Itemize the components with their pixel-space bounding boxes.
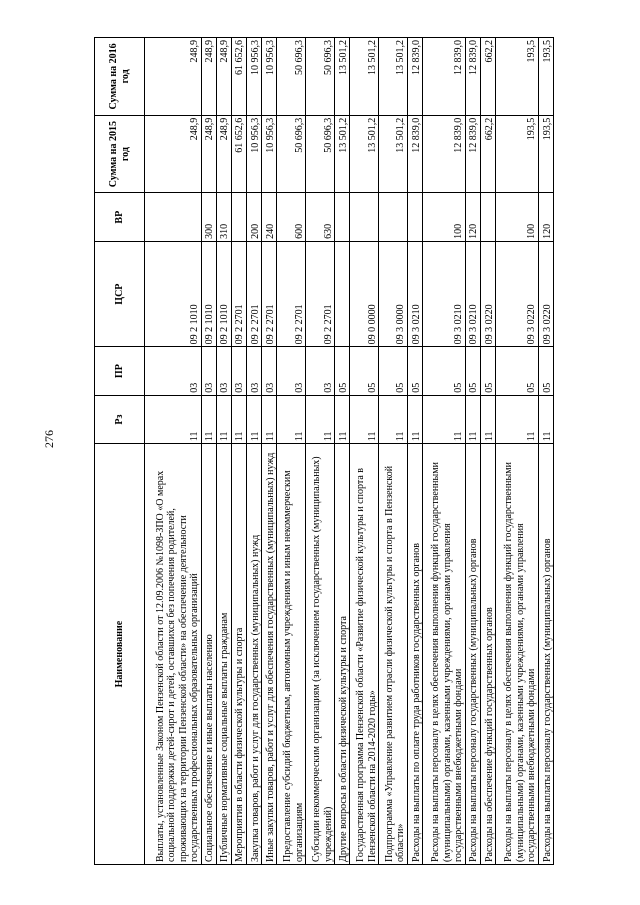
cell-pr: 05 (465, 347, 480, 395)
table-header-row (95, 38, 145, 865)
header-rz: Рз (95, 395, 145, 443)
cell-csr: 09 2 1010 (216, 241, 231, 347)
cell-csr: 09 3 0220 (538, 241, 553, 347)
cell-sum-2015: 248,9 (145, 115, 202, 193)
table-row (201, 38, 216, 865)
rotated-table-container (94, 37, 554, 865)
cell-rz: 11 (216, 395, 231, 443)
cell-sum-2016: 10 956,3 (246, 38, 261, 116)
cell-vr (480, 193, 495, 241)
cell-sum-2016: 12 839,0 (423, 38, 466, 116)
cell-rz: 11 (496, 395, 539, 443)
cell-csr: 09 3 0210 (423, 241, 466, 347)
table-row (480, 38, 495, 865)
cell-vr: 120 (465, 193, 480, 241)
cell-name: Подпрограмма «Управление развитием отрасли физической культуры и спорта в Пензенской области» (379, 444, 408, 865)
cell-rz: 11 (538, 395, 553, 443)
cell-vr (145, 193, 202, 241)
cell-sum-2016: 50 696,3 (277, 38, 306, 116)
cell-sum-2016: 10 956,3 (262, 38, 277, 116)
table-row (262, 38, 277, 865)
cell-rz: 11 (231, 395, 246, 443)
cell-sum-2015: 61 652,6 (231, 115, 246, 193)
table-row (216, 38, 231, 865)
cell-sum-2015: 13 501,2 (335, 115, 350, 193)
cell-sum-2015: 13 501,2 (350, 115, 379, 193)
cell-rz: 11 (379, 395, 408, 443)
cell-rz: 11 (201, 395, 216, 443)
cell-rz: 11 (335, 395, 350, 443)
budget-table (94, 37, 554, 865)
cell-sum-2015: 662,2 (480, 115, 495, 193)
cell-name: Расходы на выплаты персоналу в целях обеспечения выполнения функций государственными (муниципальными) органами, казенными учреждениями, органами управления государственными внебюджетными фондами (423, 444, 466, 865)
cell-sum-2016: 13 501,2 (379, 38, 408, 116)
cell-sum-2015: 193,5 (538, 115, 553, 193)
table-row (350, 38, 379, 865)
cell-pr: 03 (277, 347, 306, 395)
cell-pr: 03 (262, 347, 277, 395)
cell-name: Государственная программа Пензенской области «Развитие физической культуры и спорта в Пензенской области на 2014-2020 годы» (350, 444, 379, 865)
cell-pr: 03 (231, 347, 246, 395)
cell-name: Расходы на выплаты персоналу в целях обеспечения выполнения функций государственными (муниципальными) органами, казенными учреждениями, органами управления государственными внебюджетными фондами (496, 444, 539, 865)
cell-sum-2016: 50 696,3 (306, 38, 335, 116)
table-body (145, 38, 554, 865)
cell-name: Публичные нормативные социальные выплаты гражданам (216, 444, 231, 865)
cell-rz: 11 (262, 395, 277, 443)
cell-sum-2016: 248,9 (201, 38, 216, 116)
cell-sum-2015: 50 696,3 (277, 115, 306, 193)
cell-sum-2015: 10 956,3 (262, 115, 277, 193)
header-name: Наименование (95, 444, 145, 865)
page-number: 276 (42, 430, 56, 448)
cell-sum-2015: 248,9 (201, 115, 216, 193)
table-row (246, 38, 261, 865)
cell-csr: 09 3 0210 (465, 241, 480, 347)
cell-vr: 200 (246, 193, 261, 241)
header-sum-2015: Сумма на 2015 год (95, 115, 145, 193)
cell-pr: 05 (379, 347, 408, 395)
cell-pr: 05 (423, 347, 466, 395)
cell-pr: 05 (350, 347, 379, 395)
header-sum-2016: Сумма на 2016 год (95, 38, 145, 116)
cell-csr: 09 2 2701 (306, 241, 335, 347)
table-row (335, 38, 350, 865)
cell-sum-2015: 248,9 (216, 115, 231, 193)
cell-csr: 09 3 0220 (480, 241, 495, 347)
cell-pr: 05 (407, 347, 422, 395)
cell-name: Социальное обеспечение и иные выплаты населению (201, 444, 216, 865)
cell-vr: 630 (306, 193, 335, 241)
header-vr: ВР (95, 193, 145, 241)
cell-rz: 11 (277, 395, 306, 443)
cell-name: Расходы на выплаты по оплате труда работников государственных органов (407, 444, 422, 865)
cell-rz: 11 (465, 395, 480, 443)
cell-vr (407, 193, 422, 241)
cell-sum-2016: 13 501,2 (335, 38, 350, 116)
cell-pr: 05 (496, 347, 539, 395)
cell-vr: 100 (496, 193, 539, 241)
cell-csr: 09 3 0000 (379, 241, 408, 347)
table-row (496, 38, 539, 865)
cell-name: Иные закупки товаров, работ и услуг для обеспечения государственных (муниципальных) нужд (262, 444, 277, 865)
cell-vr: 300 (201, 193, 216, 241)
cell-sum-2015: 13 501,2 (379, 115, 408, 193)
cell-sum-2016: 248,9 (145, 38, 202, 116)
table-row (379, 38, 408, 865)
table-row (407, 38, 422, 865)
cell-rz: 11 (145, 395, 202, 443)
cell-sum-2016: 12 839,0 (465, 38, 480, 116)
table-row (277, 38, 306, 865)
cell-sum-2016: 13 501,2 (350, 38, 379, 116)
cell-name: Расходы на выплаты персоналу государственных (муниципальных) органов (465, 444, 480, 865)
cell-vr: 310 (216, 193, 231, 241)
cell-sum-2015: 12 839,0 (465, 115, 480, 193)
cell-name: Выплаты, установленные Законом Пензенской области от 12.09.2006 №1098-ЗПО «О мерах социальной поддержки детей-сирот и детей, оставшихся без попечения родителей, проживающих на территории Пензенской области» на обеспечение деятельности государственных профессиональных образовательных организаций (145, 444, 202, 865)
table-row (538, 38, 553, 865)
cell-name: Расходы на обеспечение функций государственных органов (480, 444, 495, 865)
cell-sum-2016: 193,5 (496, 38, 539, 116)
table-row (231, 38, 246, 865)
cell-csr: 09 2 1010 (201, 241, 216, 347)
cell-sum-2016: 248,9 (216, 38, 231, 116)
cell-csr: 09 2 1010 (145, 241, 202, 347)
table-row (145, 38, 202, 865)
cell-sum-2015: 50 696,3 (306, 115, 335, 193)
cell-rz: 11 (407, 395, 422, 443)
table-row (465, 38, 480, 865)
cell-csr: 09 2 2701 (231, 241, 246, 347)
header-csr: ЦСР (95, 241, 145, 347)
cell-rz: 11 (350, 395, 379, 443)
cell-rz: 11 (423, 395, 466, 443)
cell-pr: 03 (201, 347, 216, 395)
cell-sum-2016: 12 839,0 (407, 38, 422, 116)
cell-csr: 09 3 0210 (407, 241, 422, 347)
cell-vr (350, 193, 379, 241)
table-row (306, 38, 335, 865)
cell-vr (379, 193, 408, 241)
cell-name: Расходы на выплаты персоналу государственных (муниципальных) органов (538, 444, 553, 865)
cell-vr: 600 (277, 193, 306, 241)
cell-name: Предоставление субсидий бюджетным, автономным учреждениям и иным некоммерческим организациям (277, 444, 306, 865)
header-pr: ПР (95, 347, 145, 395)
cell-csr (335, 241, 350, 347)
cell-vr (335, 193, 350, 241)
cell-name: Субсидии некоммерческим организациям (за исключением государственных (муниципальных) учреждений) (306, 444, 335, 865)
cell-csr: 09 2 2701 (246, 241, 261, 347)
cell-name: Другие вопросы в области физической культуры и спорта (335, 444, 350, 865)
cell-sum-2015: 10 956,3 (246, 115, 261, 193)
cell-csr: 09 0 0000 (350, 241, 379, 347)
cell-sum-2015: 193,5 (496, 115, 539, 193)
cell-sum-2016: 662,2 (480, 38, 495, 116)
cell-name: Мероприятия в области физической культуры и спорта (231, 444, 246, 865)
cell-vr: 240 (262, 193, 277, 241)
cell-csr: 09 3 0220 (496, 241, 539, 347)
cell-vr: 100 (423, 193, 466, 241)
cell-sum-2015: 12 839,0 (407, 115, 422, 193)
cell-vr (231, 193, 246, 241)
cell-pr: 03 (216, 347, 231, 395)
cell-rz: 11 (480, 395, 495, 443)
cell-csr: 09 2 2701 (262, 241, 277, 347)
cell-pr: 05 (335, 347, 350, 395)
cell-pr: 03 (145, 347, 202, 395)
cell-csr: 09 2 2701 (277, 241, 306, 347)
cell-sum-2015: 12 839,0 (423, 115, 466, 193)
cell-pr: 05 (538, 347, 553, 395)
table-row (423, 38, 466, 865)
cell-vr: 120 (538, 193, 553, 241)
cell-sum-2016: 61 652,6 (231, 38, 246, 116)
cell-pr: 03 (306, 347, 335, 395)
cell-rz: 11 (246, 395, 261, 443)
cell-pr: 03 (246, 347, 261, 395)
cell-sum-2016: 193,5 (538, 38, 553, 116)
cell-rz: 11 (306, 395, 335, 443)
cell-name: Закупка товаров, работ и услуг для государственных (муниципальных) нужд (246, 444, 261, 865)
cell-pr: 05 (480, 347, 495, 395)
